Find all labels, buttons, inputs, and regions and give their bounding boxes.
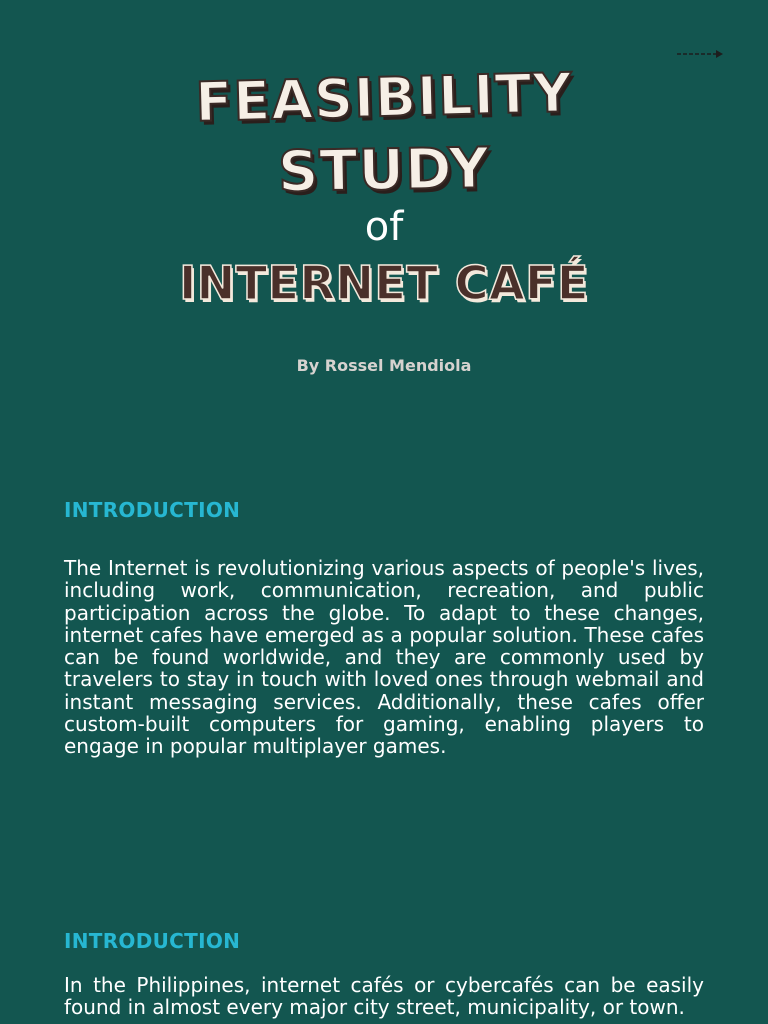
title-line-study: STUDY <box>277 136 491 205</box>
section-body-introduction-2: In the Philippines, internet cafés or cybercafés can be easily found in almost every major city street, municipality, or town. <box>64 973 704 1020</box>
section-heading-introduction-2: INTRODUCTION <box>64 929 241 953</box>
author-byline: By Rossel Mendiola <box>296 356 472 375</box>
title-connector: of <box>364 204 404 250</box>
title-line-internet-cafe: INTERNET CAFÉ <box>179 256 589 310</box>
section-body-introduction-1: The Internet is revolutionizing various aspects of people's lives, including work, communication, recreation, and public participation across the globe. To adapt to these changes, internet cafes have emerged as a popular solution. These cafes can be found worldwide, and they are commonly used by travelers to stay in touch with loved ones through webmail and instant messaging services. Additionally, these cafes offer custom-built computers for gaming, enabling players to engage in popular multiplayer games. <box>64 556 704 759</box>
section-heading-introduction-1: INTRODUCTION <box>64 498 241 522</box>
title-line-feasibility: FEASIBILITY <box>194 61 574 134</box>
